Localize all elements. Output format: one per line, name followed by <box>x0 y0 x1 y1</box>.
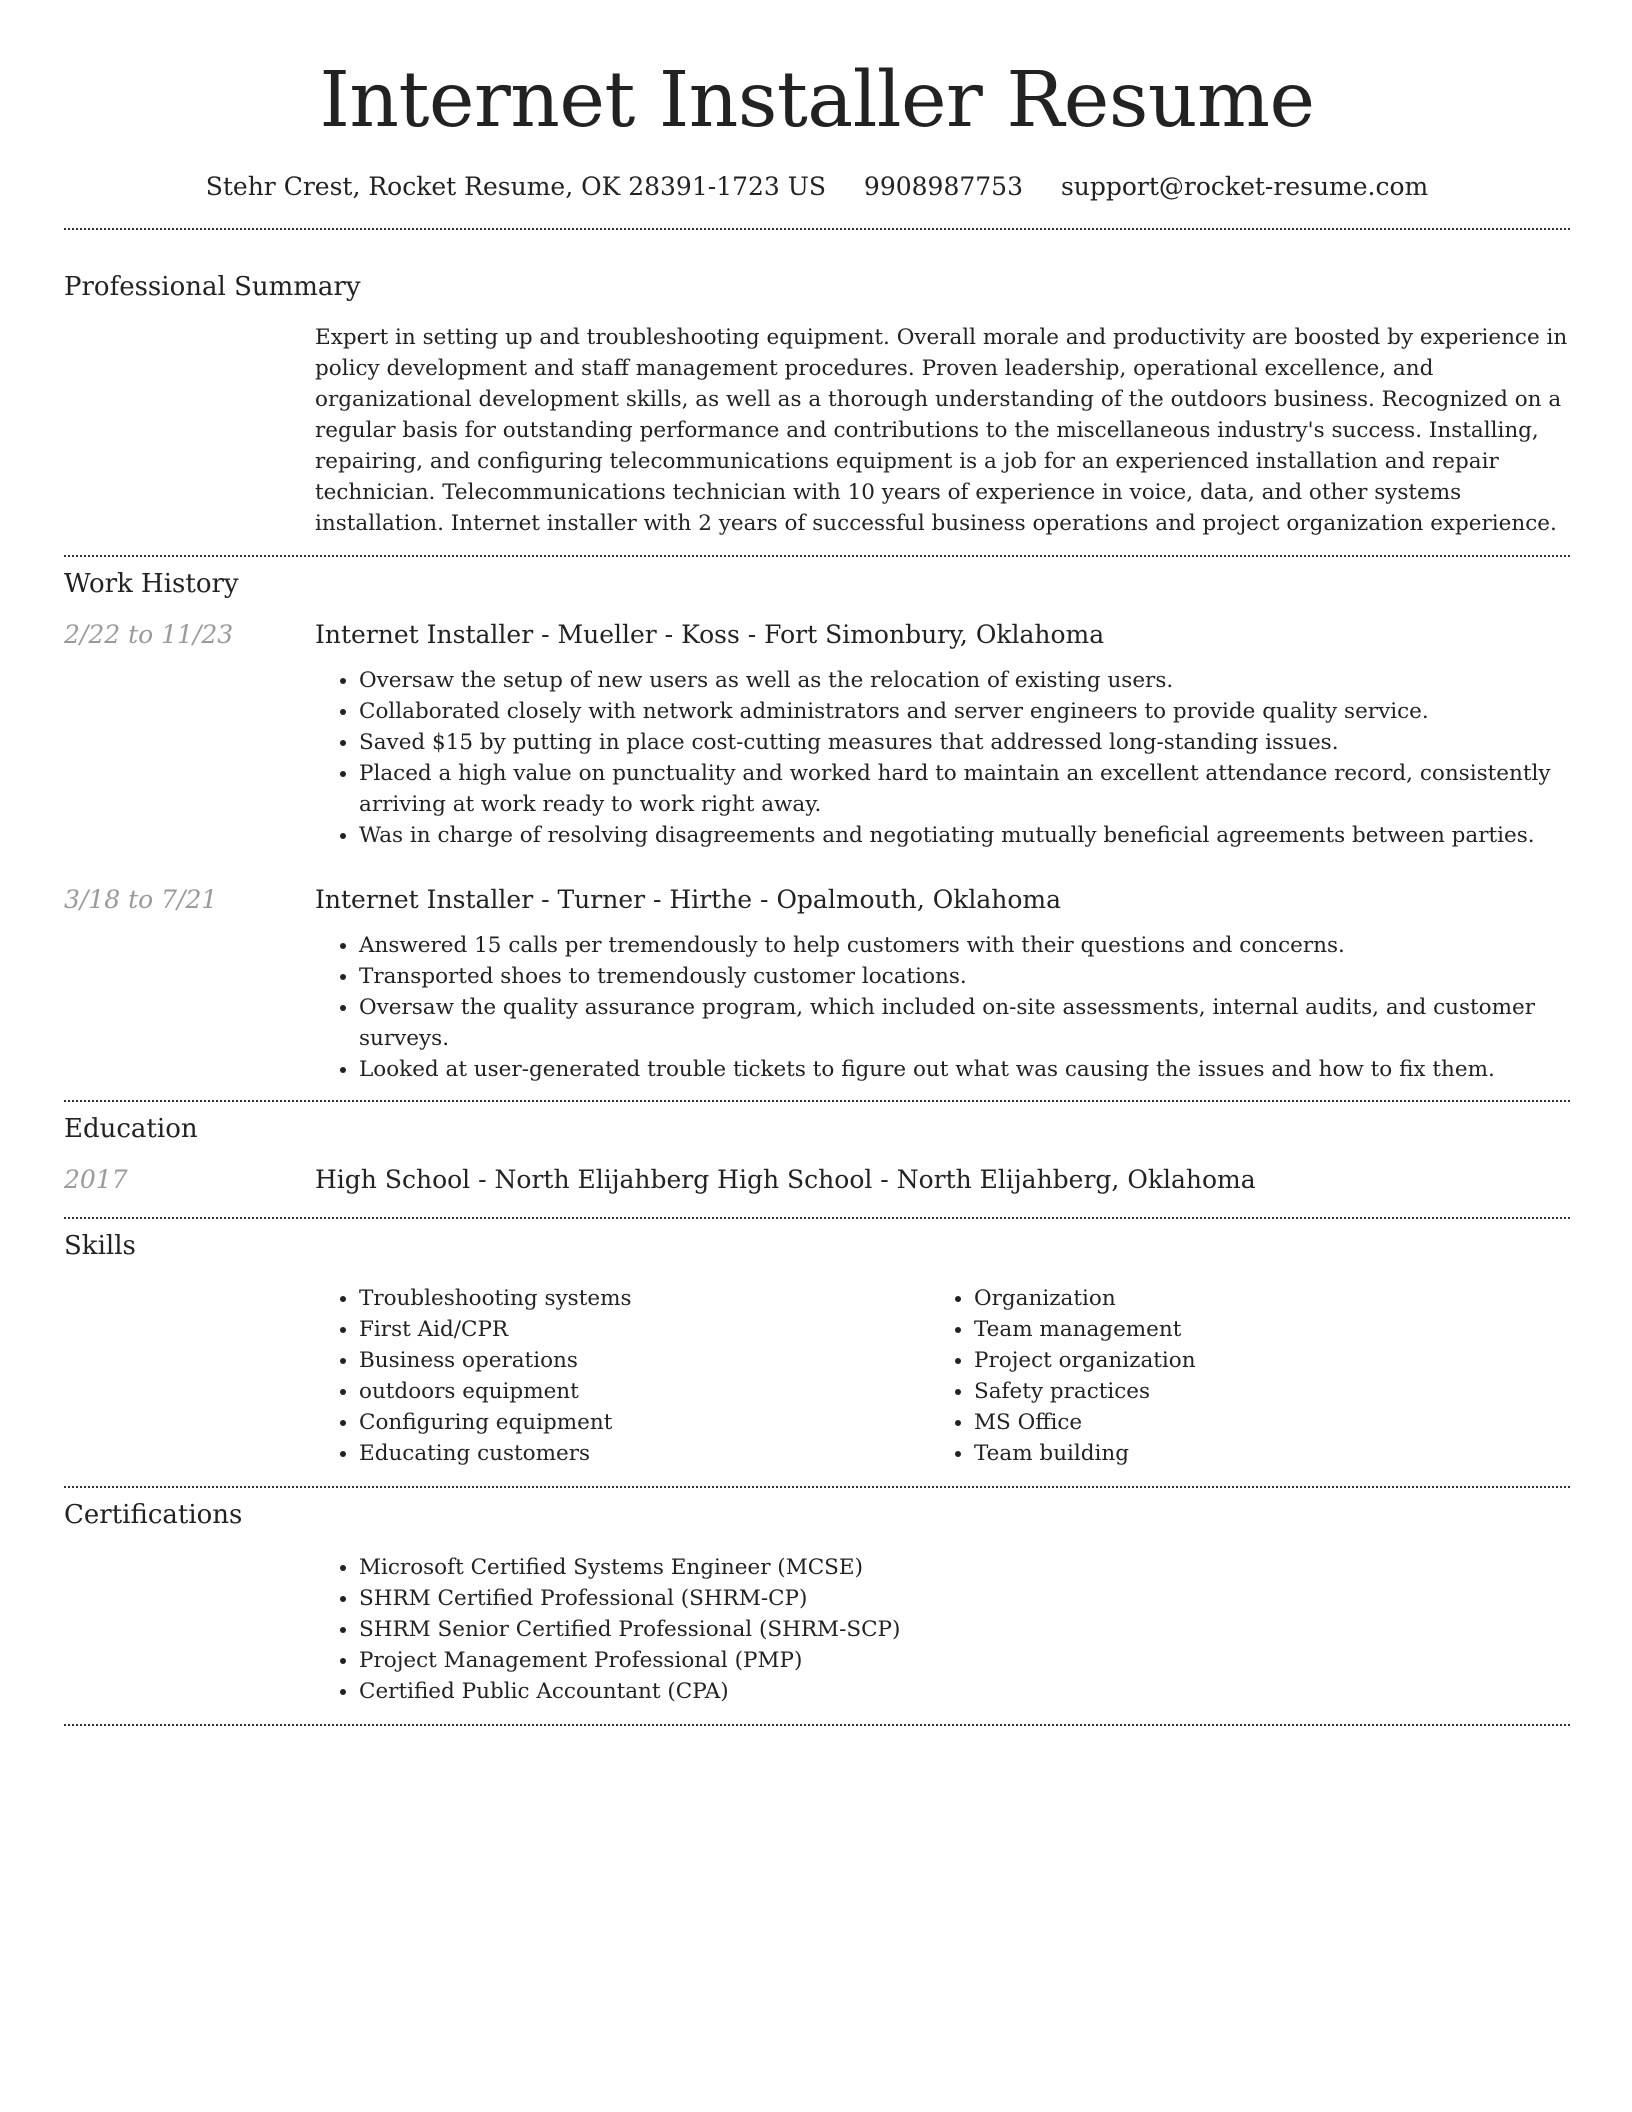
job-content <box>315 883 1570 917</box>
job-bullet-list <box>315 930 1570 1085</box>
education-heading: Education <box>64 1114 198 1144</box>
skill-item: • Business operations <box>359 1345 930 1376</box>
section-divider <box>64 228 1570 230</box>
job-entry <box>64 618 1570 652</box>
contact-line <box>64 170 1570 204</box>
job-bullet: • Transported shoes to tremendously customer locations. <box>359 961 1570 992</box>
skills-columns <box>315 1283 1570 1469</box>
certification-item: • Project Management Professional (PMP) <box>359 1645 1570 1676</box>
education-content <box>315 1163 1570 1197</box>
certifications-block <box>315 1552 1570 1707</box>
job-bullets <box>315 930 1570 1085</box>
skill-item: • Safety practices <box>974 1376 1545 1407</box>
job-title: Internet Installer - Mueller - Koss - Fort Simonbury, Oklahoma <box>315 620 1105 649</box>
skills-list-left <box>315 1283 930 1469</box>
section-divider <box>64 1724 1570 1726</box>
skill-item: • First Aid/CPR <box>359 1314 930 1345</box>
job-entry <box>64 883 1570 917</box>
section-divider <box>64 555 1570 557</box>
job-dates: 2/22 to 11/23 <box>64 620 234 649</box>
job-bullet-list <box>315 665 1570 851</box>
education-text: High School - North Elijahberg High School - North Elijahberg, Oklahoma <box>315 1165 1256 1194</box>
section-divider <box>64 1486 1570 1488</box>
resume-page <box>64 0 1570 1726</box>
education-year: 2017 <box>64 1165 128 1194</box>
resume-title: Internet Installer Resume <box>319 56 1315 145</box>
contact-address: Stehr Crest, Rocket Resume, OK 28391-1723 US <box>205 172 826 201</box>
certification-item: • Certified Public Accountant (CPA) <box>359 1676 1570 1707</box>
job-dates: 3/18 to 7/21 <box>64 885 218 914</box>
skill-item: • Project organization <box>974 1345 1545 1376</box>
skill-item: • Team building <box>974 1438 1545 1469</box>
job-bullet: • Collaborated closely with network administrators and server engineers to provide quality service. <box>359 696 1570 727</box>
job-bullet: • Oversaw the quality assurance program, which included on-site assessments, internal audits, and customer surveys. <box>359 992 1570 1054</box>
job-bullet: • Answered 15 calls per tremendously to help customers with their questions and concerns. <box>359 930 1570 961</box>
skill-item: • outdoors equipment <box>359 1376 930 1407</box>
certifications-list <box>315 1552 1570 1707</box>
job-bullet: • Was in charge of resolving disagreements and negotiating mutually beneficial agreements between parties. <box>359 820 1570 851</box>
contact-phone: 9908987753 <box>863 172 1023 201</box>
skills-list-right <box>930 1283 1545 1469</box>
contact-email: support@rocket-resume.com <box>1060 172 1429 201</box>
skill-item: • Configuring equipment <box>359 1407 930 1438</box>
job-bullet: • Saved $15 by putting in place cost-cutting measures that addressed long-standing issues. <box>359 727 1570 758</box>
education-entry <box>64 1163 1570 1197</box>
certifications-heading: Certifications <box>64 1500 243 1530</box>
skill-item: • Team management <box>974 1314 1545 1345</box>
section-divider <box>64 1217 1570 1219</box>
job-bullet: • Placed a high value on punctuality and worked hard to maintain an excellent attendance record, consistently arriving at work ready to work right away. <box>359 758 1570 820</box>
job-content <box>315 618 1570 652</box>
skill-item: • Organization <box>974 1283 1545 1314</box>
job-title: Internet Installer - Turner - Hirthe - Opalmouth, Oklahoma <box>315 885 1062 914</box>
skill-item: • Troubleshooting systems <box>359 1283 930 1314</box>
work-history-heading: Work History <box>64 569 239 599</box>
job-bullets <box>315 665 1570 851</box>
skill-item: • Educating customers <box>359 1438 930 1469</box>
section-divider <box>64 1100 1570 1102</box>
summary-heading: Professional Summary <box>64 272 361 302</box>
job-bullet: • Looked at user-generated trouble tickets to figure out what was causing the issues and how to fix them. <box>359 1054 1570 1085</box>
skill-item: • MS Office <box>974 1407 1545 1438</box>
job-bullet: • Oversaw the setup of new users as well as the relocation of existing users. <box>359 665 1570 696</box>
certification-item: • Microsoft Certified Systems Engineer (MCSE) <box>359 1552 1570 1583</box>
certification-item: • SHRM Senior Certified Professional (SHRM-SCP) <box>359 1614 1570 1645</box>
certification-item: • SHRM Certified Professional (SHRM-CP) <box>359 1583 1570 1614</box>
summary-text: Expert in setting up and troubleshooting equipment. Overall morale and productivity are boosted by experience in policy development and staff management procedures. Proven leadership, operational excellence, and organizational development skills, as well as a thorough understanding of the outdoors business. Recognized on a regular basis for outstanding performance and contributions to the miscellaneous industry's success. Installing, repairing, and configuring telecommunications equipment is a job for an experienced installation and repair technician. Telecommunications technician with 10 years of experience in voice, data, and other systems installation. Internet installer with 2 years of successful business operations and project organization experience. <box>315 325 1568 536</box>
skills-heading: Skills <box>64 1231 136 1261</box>
